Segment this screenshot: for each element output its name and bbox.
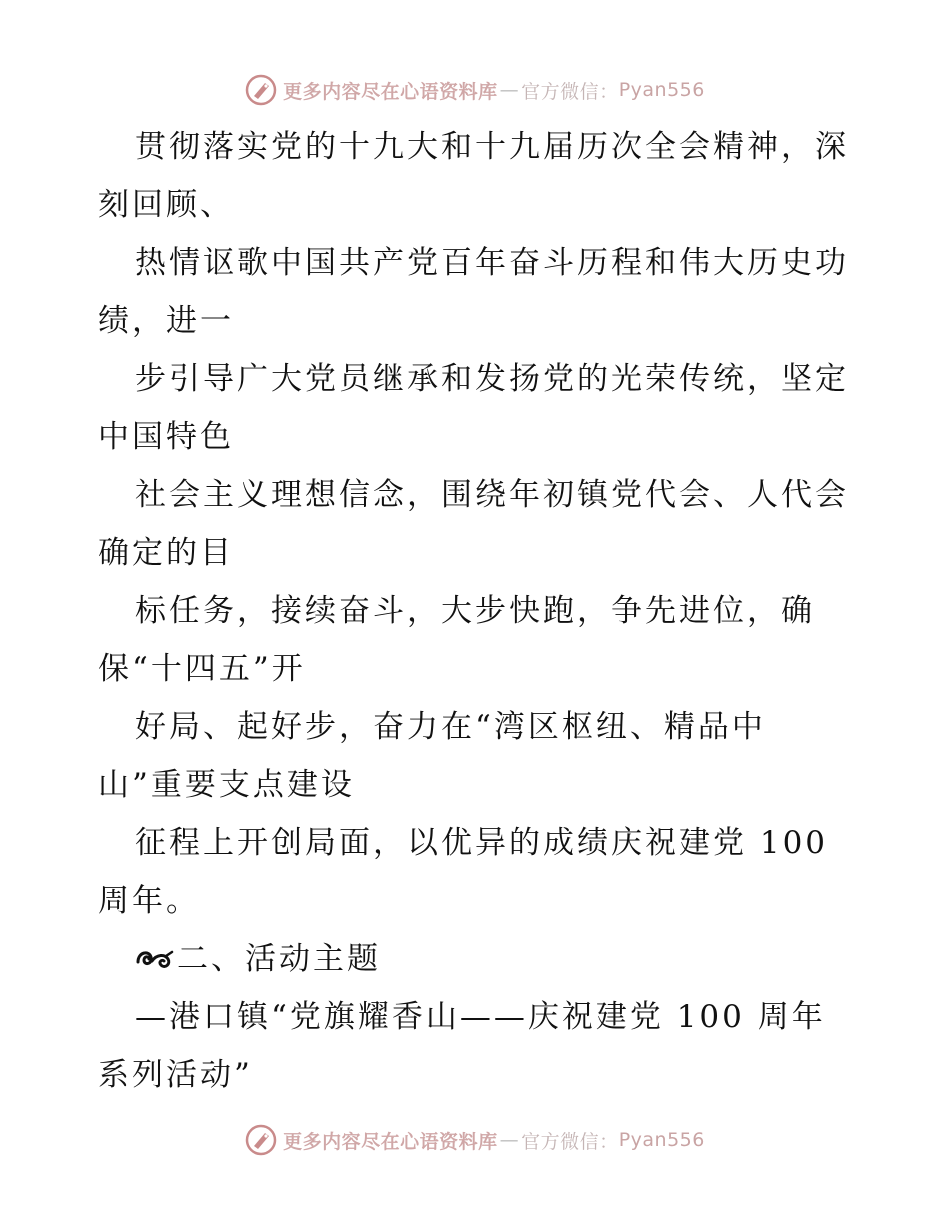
section-heading bbox=[98, 930, 868, 988]
paragraph-line: 征程上开创局面，以优异的成绩庆祝建党 100 bbox=[135, 825, 829, 861]
paragraph-line: 步引导广大党员继承和发扬党的光荣传统，坚定 bbox=[135, 361, 849, 397]
theme-line: 系列活动” bbox=[98, 1057, 253, 1093]
footer-watermark bbox=[0, 1120, 950, 1160]
paragraph-line: 贯彻落实党的十九大和十九届历次全会精神，深 bbox=[135, 129, 849, 165]
paragraph-line: 周年。 bbox=[98, 883, 200, 919]
watermark-account: Pyan556 bbox=[618, 79, 705, 101]
paragraph-line: 刻回顾、 bbox=[98, 187, 234, 223]
paragraph-line: 好局、起好步，奋力在“湾区枢纽、精品中 bbox=[135, 709, 766, 745]
pen-nib-logo-icon bbox=[245, 74, 277, 106]
paragraph-line: 社会主义理想信念，围绕年初镇党代会、人代会 bbox=[135, 477, 849, 513]
watermark-brand: 更多内容尽在心语资料库 bbox=[283, 1130, 498, 1153]
paragraph-line: 标任务，接续奋斗，大步快跑，争先进位，确 bbox=[135, 593, 815, 629]
watermark-wechat-label: 官方微信： bbox=[521, 80, 619, 103]
paragraph-line: 山”重要支点建设 bbox=[98, 767, 355, 803]
watermark-wechat-label: 官方微信： bbox=[521, 1130, 619, 1153]
paragraph-line: 中国特色 bbox=[98, 419, 234, 455]
watermark-brand: 更多内容尽在心语资料库 bbox=[283, 80, 498, 103]
paragraph-line: 热情讴歌中国共产党百年奋斗历程和伟大历史功 bbox=[135, 245, 849, 281]
paragraph-line: 绩，进一 bbox=[98, 303, 234, 339]
paragraph-line: 确定的目 bbox=[98, 535, 234, 571]
theme-line: —港口镇“党旗耀香山——庆祝建党 100 周年 bbox=[135, 999, 826, 1035]
paragraph-line: 保“十四五”开 bbox=[98, 651, 306, 687]
watermark-separator: — bbox=[499, 79, 520, 101]
document-body bbox=[98, 118, 868, 1104]
watermark-account: Pyan556 bbox=[618, 1129, 705, 1151]
ornament-swirl-icon bbox=[135, 935, 175, 965]
pen-nib-logo-icon bbox=[245, 1124, 277, 1156]
watermark-separator: — bbox=[499, 1129, 520, 1151]
section-heading-text: 二、活动主题 bbox=[177, 941, 381, 977]
header-watermark bbox=[0, 70, 950, 110]
